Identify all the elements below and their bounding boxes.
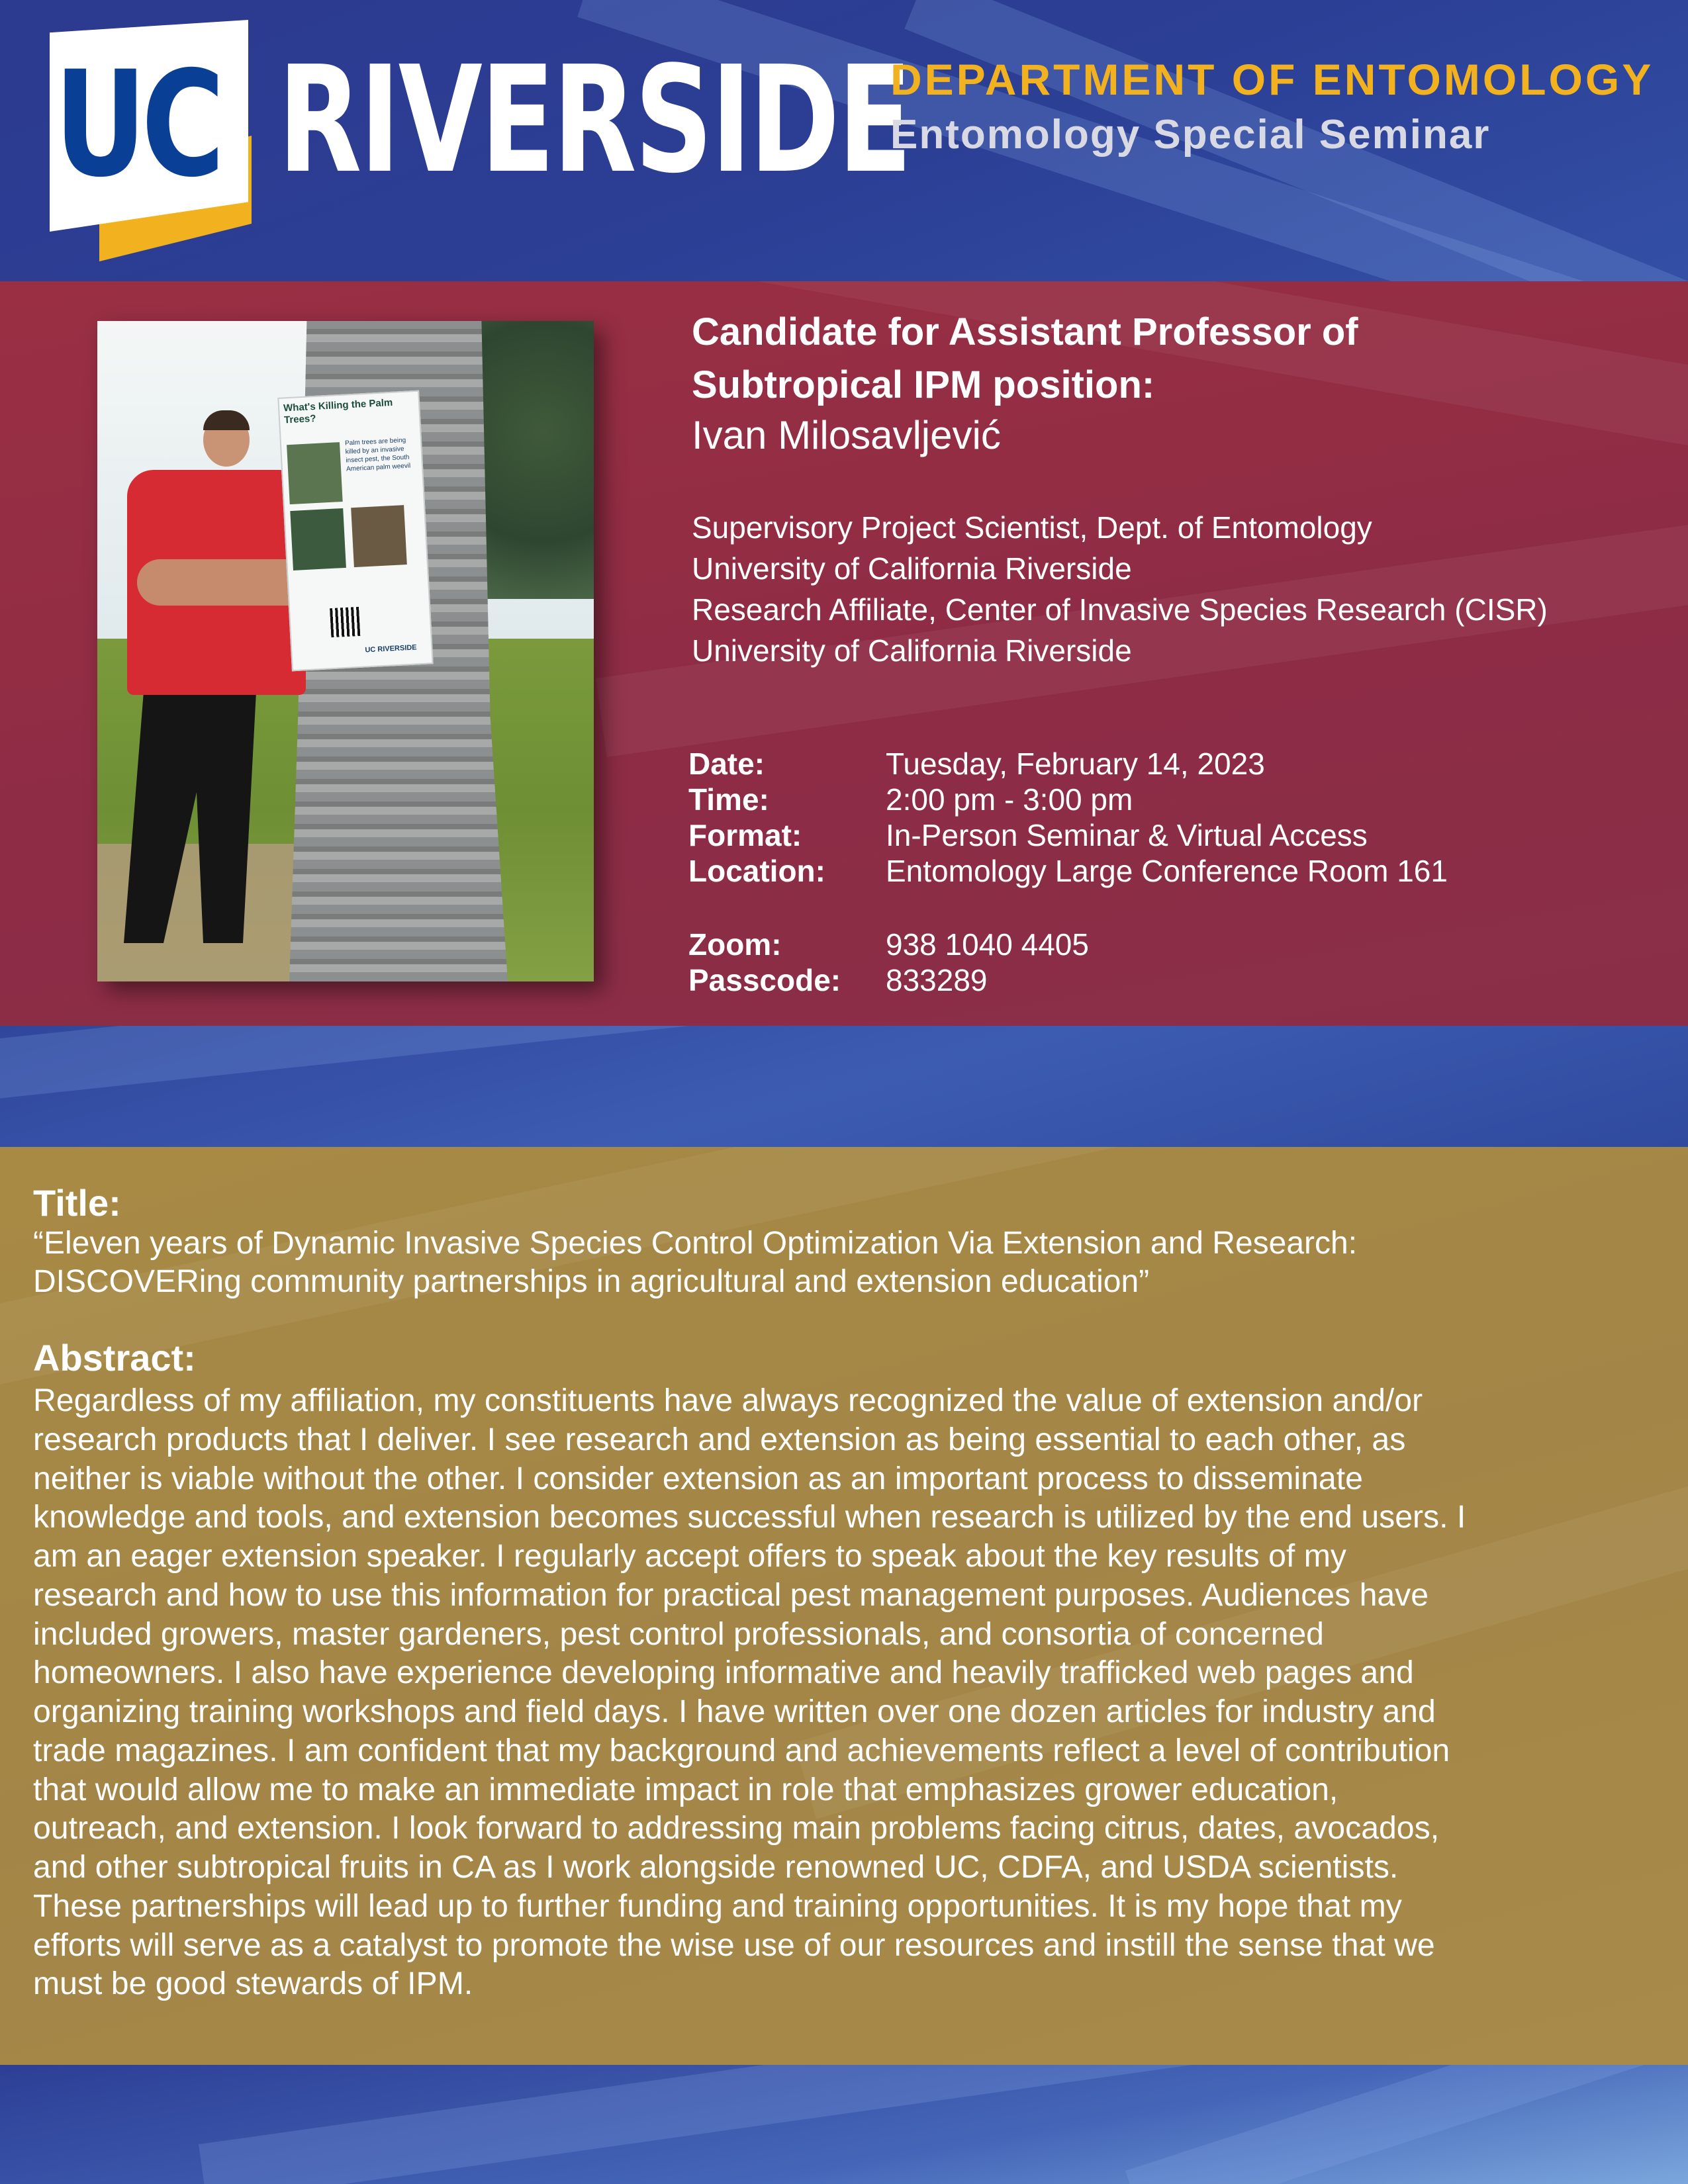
format-value: In-Person Seminar & Virtual Access [886,818,1368,852]
affiliation-line: University of California Riverside [692,633,1132,668]
title-heading: Title: [33,1182,121,1224]
department-name: DEPARTMENT OF ENTOMOLOGY [890,55,1654,104]
decorative-stripe [0,1026,1688,1112]
abstract-line: research and how to use this information for practical pest management purposes. Audiences have [33,1576,1429,1613]
abstract-line: trade magazines. I am confident that my background and achievements reflect a level of contribution [33,1732,1450,1768]
abstract-line: These partnerships will lead up to further funding and training opportunities. It is my hope that my [33,1888,1402,1924]
affiliation-line: Supervisory Project Scientist, Dept. of Entomology [692,510,1372,545]
talk-title [33,1224,1662,1301]
decorative-stripe [1125,2065,1688,2184]
location-value: Entomology Large Conference Room 161 [886,854,1448,888]
abstract-line: neither is viable without the other. I consider extension as an important process to disseminate [33,1460,1363,1496]
abstract-line: that would allow me to make an immediate impact in role that emphasizes grower education, [33,1771,1338,1807]
candidate-name: Ivan Milosavljević [692,413,1001,457]
zoom-value: 938 1040 4405 [886,927,1089,962]
abstract-line: efforts will serve as a catalyst to promote the wise use of our resources and instill the sense that we [33,1927,1435,1963]
candidate-heading-line: Candidate for Assistant Professor of [692,310,1358,353]
logo-uc-text: UC [54,40,220,209]
poster-larvae-image [351,505,407,567]
talk-title-line: “Eleven years of Dynamic Invasive Species Control Optimization Via Extension and Research: [33,1226,1358,1261]
zoom-label: Zoom: [688,927,782,962]
time-value: 2:00 pm - 3:00 pm [886,782,1133,817]
date-value: Tuesday, February 14, 2023 [886,747,1265,781]
candidate-photo [97,321,594,981]
palm-poster [277,390,433,672]
talk-title-line: DISCOVERing community partnerships in agricultural and extension education” [33,1264,1150,1299]
format-label: Format: [688,818,802,852]
abstract-line: organizing training workshops and field days. I have written over one dozen articles for industry and [33,1694,1436,1729]
poster-palm-image [287,442,343,504]
abstract-line: must be good stewards of IPM. [33,1966,473,2002]
candidate-heading [692,306,1618,412]
poster-headline: What's Killing the Palm Trees? [283,396,393,426]
affiliation-line: Research Affiliate, Center of Invasive Species Research (CISR) [692,592,1548,627]
abstract-line: outreach, and extension. I look forward to addressing main problems facing citrus, dates, avocados, [33,1810,1440,1846]
affiliation-line: University of California Riverside [692,551,1132,586]
person-arms [137,559,309,606]
abstract-line: homeowners. I also have experience developing informative and heavily trafficked web pages and [33,1655,1414,1691]
seminar-series: Entomology Special Seminar [890,112,1491,158]
abstract-heading: Abstract: [33,1337,196,1379]
abstract-line: research products that I deliver. I see research and extension as being essential to each other, as [33,1421,1406,1457]
abstract-line: Regardless of my affiliation, my constituents have always recognized the value of extension and/or [33,1383,1423,1418]
date-label: Date: [688,747,765,781]
divider-band [0,1026,1688,1147]
affiliations [692,507,1671,671]
location-label: Location: [688,854,825,888]
abstract-line: am an eager extension speaker. I regularly accept offers to speak about the key results of my [33,1538,1346,1574]
footer-band [0,2065,1688,2184]
passcode-value: 833289 [886,963,988,997]
poster-weevil-image [290,508,346,570]
poster-qr-code [330,607,360,637]
passcode-label: Passcode: [688,963,841,997]
time-label: Time: [688,782,769,817]
photo-trees [468,321,594,599]
abstract-line: included growers, master gardeners, pest control professionals, and consortia of concerned [33,1615,1324,1652]
poster-brand: UC RIVERSIDE [365,643,417,655]
abstract-text [33,1381,1662,2003]
abstract-line: knowledge and tools, and extension becomes successful when research is utilized by the end users. I [33,1499,1466,1535]
candidate-heading-line: Subtropical IPM position: [692,363,1155,406]
poster-blurb: Palm trees are being killed by an invasive insect pest, the South American palm weevil [344,436,411,473]
logo-riverside-text: RIVERSIDE [278,35,910,206]
abstract-line: and other subtropical fruits in CA as I work alongside renowned UC, CDFA, and USDA scientists. [33,1849,1399,1885]
